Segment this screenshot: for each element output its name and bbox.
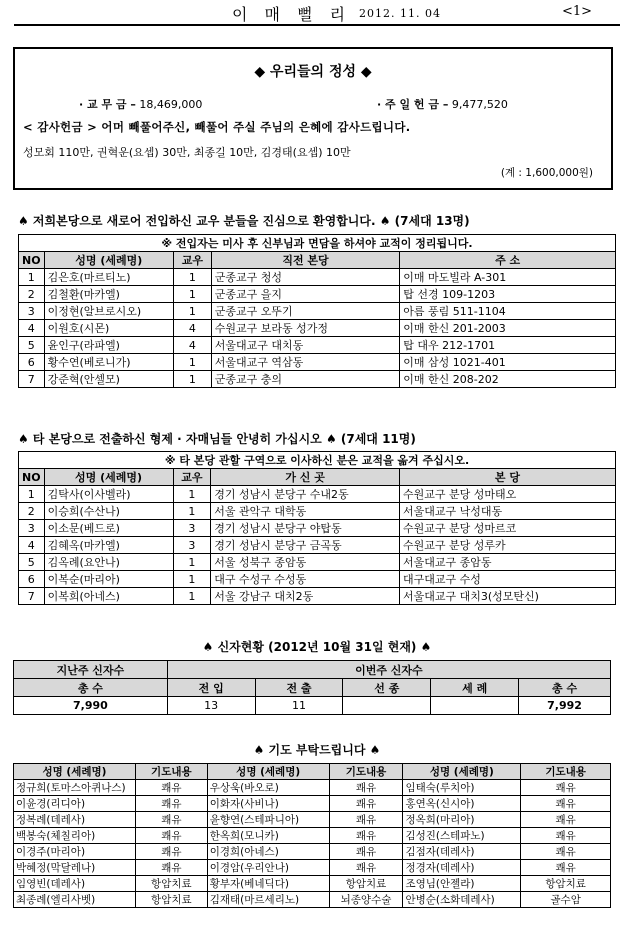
table-row	[14, 828, 611, 844]
sunday-offering-value: 9,477,520	[451, 98, 508, 111]
last-week-header: 지난주 신자수	[14, 661, 168, 679]
table-row	[14, 780, 611, 796]
prayer-table	[13, 763, 611, 908]
cell: 1	[19, 486, 45, 503]
col-prev-parish: 직전 본당	[211, 252, 400, 269]
col-in: 전 입	[167, 679, 255, 697]
cell: 정옥희(마리아)	[403, 812, 521, 828]
census-values-row	[14, 697, 611, 715]
col-name: 성명 (세례명)	[403, 764, 521, 780]
col-members: 교우	[173, 252, 211, 269]
col-name: 성명 (세례명)	[207, 764, 329, 780]
incoming-header-row	[19, 252, 616, 269]
cell: 13	[167, 697, 255, 715]
bulletin-date: 2012. 11. 04	[359, 7, 441, 20]
cell: 이매 한신 201-2003	[400, 320, 616, 337]
cell: 3	[173, 537, 211, 554]
col-intention: 기도내용	[135, 764, 207, 780]
cell: 이원호(시몬)	[44, 320, 173, 337]
cell: 항암치료	[135, 892, 207, 908]
cell: 이정현(알브로시오)	[44, 303, 173, 320]
cell: 1	[173, 286, 211, 303]
col-destination: 가 신 곳	[211, 469, 400, 486]
cell: 수원교구 분당 성마르코	[399, 520, 615, 537]
cell: 서울대교구 역삼동	[211, 354, 400, 371]
cell: 탑 선경 109-1203	[400, 286, 616, 303]
col-total-now: 총 수	[519, 679, 611, 697]
cell: 4	[19, 320, 45, 337]
cell: 6	[19, 354, 45, 371]
cell: 서울대교구 대치3(성모탄신)	[399, 588, 615, 605]
col-name: 성명 (세례명)	[14, 764, 136, 780]
cell: 이윤경(리디아)	[14, 796, 136, 812]
cell: 윤인구(라파엘)	[44, 337, 173, 354]
cell: 김점자(데레사)	[403, 844, 521, 860]
cell: 수원교구 분당 성마태오	[399, 486, 615, 503]
cell: 김탁사(이사벨라)	[44, 486, 173, 503]
cell: 쾌유	[521, 780, 611, 796]
cell: 1	[173, 371, 211, 388]
table-row	[19, 269, 616, 286]
cell: 쾌유	[135, 812, 207, 828]
offering-total: (계 : 1,600,000원)	[500, 167, 593, 179]
cell: 쾌유	[135, 780, 207, 796]
cell: 군종교구 오뚜기	[211, 303, 400, 320]
col-intention: 기도내용	[521, 764, 611, 780]
cell: 4	[19, 537, 45, 554]
cell: 쾌유	[135, 796, 207, 812]
cell: 임영빈(데레사)	[14, 876, 136, 892]
table-row	[19, 320, 616, 337]
cell: 정복례(데레사)	[14, 812, 136, 828]
cell: 쾌유	[329, 828, 403, 844]
cell: 7	[19, 588, 45, 605]
cell: 안병순(소화데레사)	[403, 892, 521, 908]
cell: 조영님(안젤라)	[403, 876, 521, 892]
cell: 이경암(우리안나)	[207, 860, 329, 876]
cell: 수원교구 분당 성루카	[399, 537, 615, 554]
incoming-table	[18, 234, 616, 388]
cell: 이화자(사비나)	[207, 796, 329, 812]
cell: 쾌유	[329, 860, 403, 876]
outgoing-rows	[19, 486, 616, 605]
col-members: 교우	[173, 469, 211, 486]
cell: 1	[173, 269, 211, 286]
thanks-line: < 감사헌금 > 어머 빼풀어주신, 빼풀어 주실 주님의 은혜에 감사드립니다.	[23, 120, 411, 134]
census-title: ♠ 신자현황 (2012년 10월 31일 현재) ♠	[202, 640, 432, 654]
col-name: 성명 (세례명)	[44, 469, 173, 486]
cell: 1	[173, 503, 211, 520]
table-row	[19, 571, 616, 588]
cell: 쾌유	[135, 860, 207, 876]
bulletin-title: 이 매 뻘 리	[232, 5, 352, 24]
cell: 쾌유	[135, 828, 207, 844]
cell: 이복순(마리아)	[44, 571, 173, 588]
cell: 윤향연(스테파니아)	[207, 812, 329, 828]
col-total-prev: 총 수	[14, 679, 168, 697]
sunday-offering-label: · 주 일 헌 금 –	[377, 98, 449, 111]
cell: 1	[173, 554, 211, 571]
cell: 대구 수성구 수성동	[211, 571, 400, 588]
cell: 우상욱(바오로)	[207, 780, 329, 796]
prayer-rows	[14, 780, 611, 908]
cell: 뇌종양수술	[329, 892, 403, 908]
outgoing-table	[18, 451, 616, 605]
table-row	[19, 303, 616, 320]
cell: 1	[173, 571, 211, 588]
incoming-section-title: ♠ 저희본당으로 새로어 전입하신 교우 분들을 진심으로 환영합니다. ♠ (7세대 13명)	[18, 214, 470, 228]
outgoing-section-title: ♠ 타 본당으로 전출하신 형제 · 자매님들 안녕히 가십시오 ♠ (7세대 11명)	[18, 432, 416, 446]
donor-names: 성모회 110만, 권혁운(요셉) 30만, 최종길 10만, 김경태(요셉) 10만	[23, 146, 351, 159]
table-row	[14, 860, 611, 876]
table-row	[19, 520, 616, 537]
cell: 김철환(마카엘)	[44, 286, 173, 303]
table-row	[19, 588, 616, 605]
cell: 김옥례(요안나)	[44, 554, 173, 571]
church-dues	[79, 96, 202, 112]
church-dues-value: 18,469,000	[139, 98, 203, 111]
cell: 6	[19, 571, 45, 588]
table-row	[19, 371, 616, 388]
cell: 김재태(마르세리노)	[207, 892, 329, 908]
cell: 3	[19, 303, 45, 320]
col-out: 전 출	[255, 679, 343, 697]
incoming-rows	[19, 269, 616, 388]
cell: 대구대교구 수성	[399, 571, 615, 588]
this-week-header: 이번주 신자수	[167, 661, 610, 679]
cell: 5	[19, 337, 45, 354]
outgoing-note: ※ 타 본당 관할 구역으로 이사하신 분은 교적을 옮겨 주십시오.	[19, 452, 616, 469]
col-name: 성명 (세례명)	[44, 252, 173, 269]
offering-title: ◆ 우리들의 정성 ◆	[254, 64, 372, 80]
cell: 서울대교구 대치동	[211, 337, 400, 354]
cell: 쾌유	[521, 796, 611, 812]
outgoing-header-row	[19, 469, 616, 486]
cell: 4	[173, 320, 211, 337]
cell: 항암치료	[521, 876, 611, 892]
offering-box	[13, 47, 613, 190]
cell: 항암치료	[329, 876, 403, 892]
cell: 정규희(토마스아퀴나스)	[14, 780, 136, 796]
table-row	[19, 503, 616, 520]
cell: 1	[173, 486, 211, 503]
cell: 최종례(엘리사벳)	[14, 892, 136, 908]
cell: 7,990	[14, 697, 168, 715]
cell: 서울 강남구 대치2동	[211, 588, 400, 605]
cell: 2	[19, 503, 45, 520]
cell: 이경희(아네스)	[207, 844, 329, 860]
cell: 쾌유	[329, 796, 403, 812]
cell: 항암치료	[135, 876, 207, 892]
cell: 이매 마도빌라 A-301	[400, 269, 616, 286]
sunday-offering	[377, 96, 508, 112]
cell: 서울 관악구 대학동	[211, 503, 400, 520]
cell: 이복희(아네스)	[44, 588, 173, 605]
col-parish: 본 당	[399, 469, 615, 486]
table-row	[14, 796, 611, 812]
prayer-header-row	[14, 764, 611, 780]
cell: 7,992	[519, 697, 611, 715]
cell: 1	[19, 269, 45, 286]
cell: 1	[173, 303, 211, 320]
cell	[343, 697, 431, 715]
cell: 3	[19, 520, 45, 537]
cell: 쾌유	[521, 860, 611, 876]
table-row	[19, 286, 616, 303]
cell: 쾌유	[521, 844, 611, 860]
cell: 이승희(수산나)	[44, 503, 173, 520]
cell: 김은호(마르티노)	[44, 269, 173, 286]
cell: 2	[19, 286, 45, 303]
cell: 김성진(스테파노)	[403, 828, 521, 844]
cell: 군종교구 청성	[211, 269, 400, 286]
page-number: <1>	[561, 4, 592, 19]
cell: 11	[255, 697, 343, 715]
census-header-row	[14, 679, 611, 697]
cell: 홍연옥(신시아)	[403, 796, 521, 812]
cell: 4	[173, 337, 211, 354]
cell: 이매 삼성 1021-401	[400, 354, 616, 371]
cell: 경기 성남시 분당구 야탑동	[211, 520, 400, 537]
cell: 쾌유	[135, 844, 207, 860]
cell: 임태숙(루치아)	[403, 780, 521, 796]
col-baptism: 세 례	[431, 679, 519, 697]
bulletin-header	[14, 0, 620, 26]
cell: 한옥희(모니카)	[207, 828, 329, 844]
cell: 군종교구 을지	[211, 286, 400, 303]
cell: 3	[173, 520, 211, 537]
cell: 박혜정(막달레나)	[14, 860, 136, 876]
table-row	[14, 892, 611, 908]
cell: 경기 성남시 분당구 금곡동	[211, 537, 400, 554]
cell: 서울 성북구 종암동	[211, 554, 400, 571]
cell: 5	[19, 554, 45, 571]
cell: 이경주(마리아)	[14, 844, 136, 860]
col-address: 주 소	[400, 252, 616, 269]
cell: 백봉숙(체칠리아)	[14, 828, 136, 844]
cell: 쾌유	[329, 812, 403, 828]
table-row	[19, 354, 616, 371]
cell: 1	[173, 588, 211, 605]
table-row	[19, 537, 616, 554]
incoming-note: ※ 전입자는 미사 후 신부님과 면담을 하셔야 교적이 정리됩니다.	[19, 235, 616, 252]
cell: 7	[19, 371, 45, 388]
cell: 경기 성남시 분당구 수내2동	[211, 486, 400, 503]
cell: 이매 한신 208-202	[400, 371, 616, 388]
col-no: NO	[19, 469, 45, 486]
table-row	[19, 486, 616, 503]
table-row	[19, 554, 616, 571]
cell: 탑 대우 212-1701	[400, 337, 616, 354]
cell: 이소문(베드로)	[44, 520, 173, 537]
cell	[431, 697, 519, 715]
table-row	[14, 844, 611, 860]
cell: 쾌유	[521, 828, 611, 844]
cell: 황수연(베로니가)	[44, 354, 173, 371]
col-intention: 기도내용	[329, 764, 403, 780]
prayer-title: ♠ 기도 부탁드립니다 ♠	[253, 743, 381, 757]
cell: 1	[173, 354, 211, 371]
census-table	[13, 660, 611, 715]
cell: 서울대교구 종암동	[399, 554, 615, 571]
cell: 서울대교구 낙성대동	[399, 503, 615, 520]
cell: 군종교구 충의	[211, 371, 400, 388]
cell: 아름 풍림 511-1104	[400, 303, 616, 320]
table-row	[14, 812, 611, 828]
col-no: NO	[19, 252, 45, 269]
cell: 쾌유	[329, 844, 403, 860]
table-row	[19, 337, 616, 354]
cell: 골수암	[521, 892, 611, 908]
cell: 황부자(베네딕다)	[207, 876, 329, 892]
table-row	[14, 876, 611, 892]
cell: 쾌유	[329, 780, 403, 796]
cell: 김혜옥(마카엘)	[44, 537, 173, 554]
cell: 정경자(데레사)	[403, 860, 521, 876]
cell: 수원교구 보라동 성가정	[211, 320, 400, 337]
cell: 강준혁(안셀모)	[44, 371, 173, 388]
cell: 쾌유	[521, 812, 611, 828]
church-dues-label: · 교 무 금 –	[79, 98, 136, 111]
col-deceased: 선 종	[343, 679, 431, 697]
